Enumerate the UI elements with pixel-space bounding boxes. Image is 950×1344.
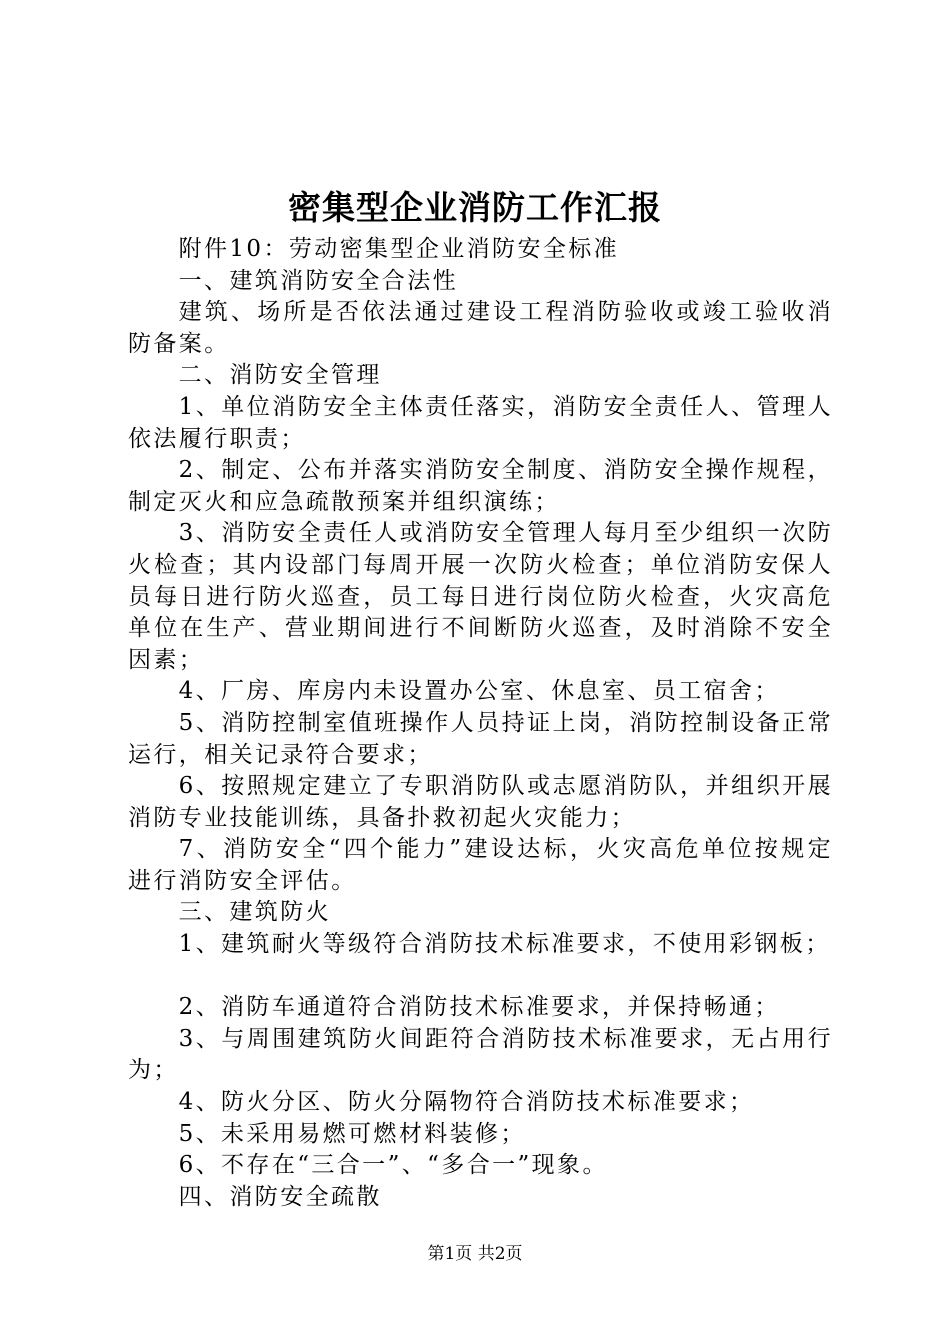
paragraph-attachment: 附件10：劳动密集型企业消防安全标准	[178, 236, 620, 262]
paragraph: 2、制定、公布并落实消防安全制度、消防安全操作规程，制定灭火和应急疏散预案并组织演练；	[128, 457, 833, 515]
paragraph: 1、建筑耐火等级符合消防技术标准要求，不使用彩钢板；	[178, 931, 831, 958]
document-title: 密集型企业消防工作汇报	[288, 188, 662, 227]
paragraph: 6、按照规定建立了专职消防队或志愿消防队，并组织开展消防专业技能训练，具备扑救初起火灾能力；	[128, 773, 833, 831]
heading-section-1: 一、建筑消防安全合法性	[178, 267, 458, 294]
heading-section-3: 三、建筑防火	[178, 899, 331, 926]
paragraph: 3、与周围建筑防火间距符合消防技术标准要求，无占用行为；	[128, 1025, 833, 1084]
paragraph: 建筑、场所是否依法通过建设工程消防验收或竣工验收消防备案。	[128, 299, 833, 357]
paragraph: 4、防火分区、防火分隔物符合消防技术标准要求；	[178, 1089, 755, 1116]
paragraph: 5、消防控制室值班操作人员持证上岗，消防控制设备正常运行，相关记录符合要求；	[128, 709, 833, 768]
paragraph: 5、未采用易燃可燃材料装修；	[178, 1120, 526, 1147]
paragraph: 1、单位消防安全主体责任落实，消防安全责任人、管理人依法履行职责；	[128, 393, 833, 452]
paragraph: 3、消防安全责任人或消防安全管理人每月至少组织一次防火检查；其内设部门每周开展一次防火检查；单位消防安保人员每日进行防火巡查，员工每日进行岗位防火检查，火灾高危单位在生产、营业期间进行不间断防火巡查，及时消除不安全因素；	[128, 520, 833, 673]
heading-section-4: 四、消防安全疏散	[178, 1183, 382, 1210]
paragraph: 7、消防安全“四个能力”建设达标，火灾高危单位按规定进行消防安全评估。	[128, 836, 833, 894]
paragraph: 2、消防车通道符合消防技术标准要求，并保持畅通；	[178, 994, 780, 1021]
document-body	[128, 234, 833, 1213]
page-number: 第1页 共2页	[427, 1244, 523, 1264]
heading-section-2: 二、消防安全管理	[178, 362, 382, 389]
paragraph: 4、厂房、库房内未设置办公室、休息室、员工宿舍；	[178, 678, 780, 705]
paragraph: 6、不存在“三合一”、“多合一”现象。	[178, 1152, 608, 1179]
